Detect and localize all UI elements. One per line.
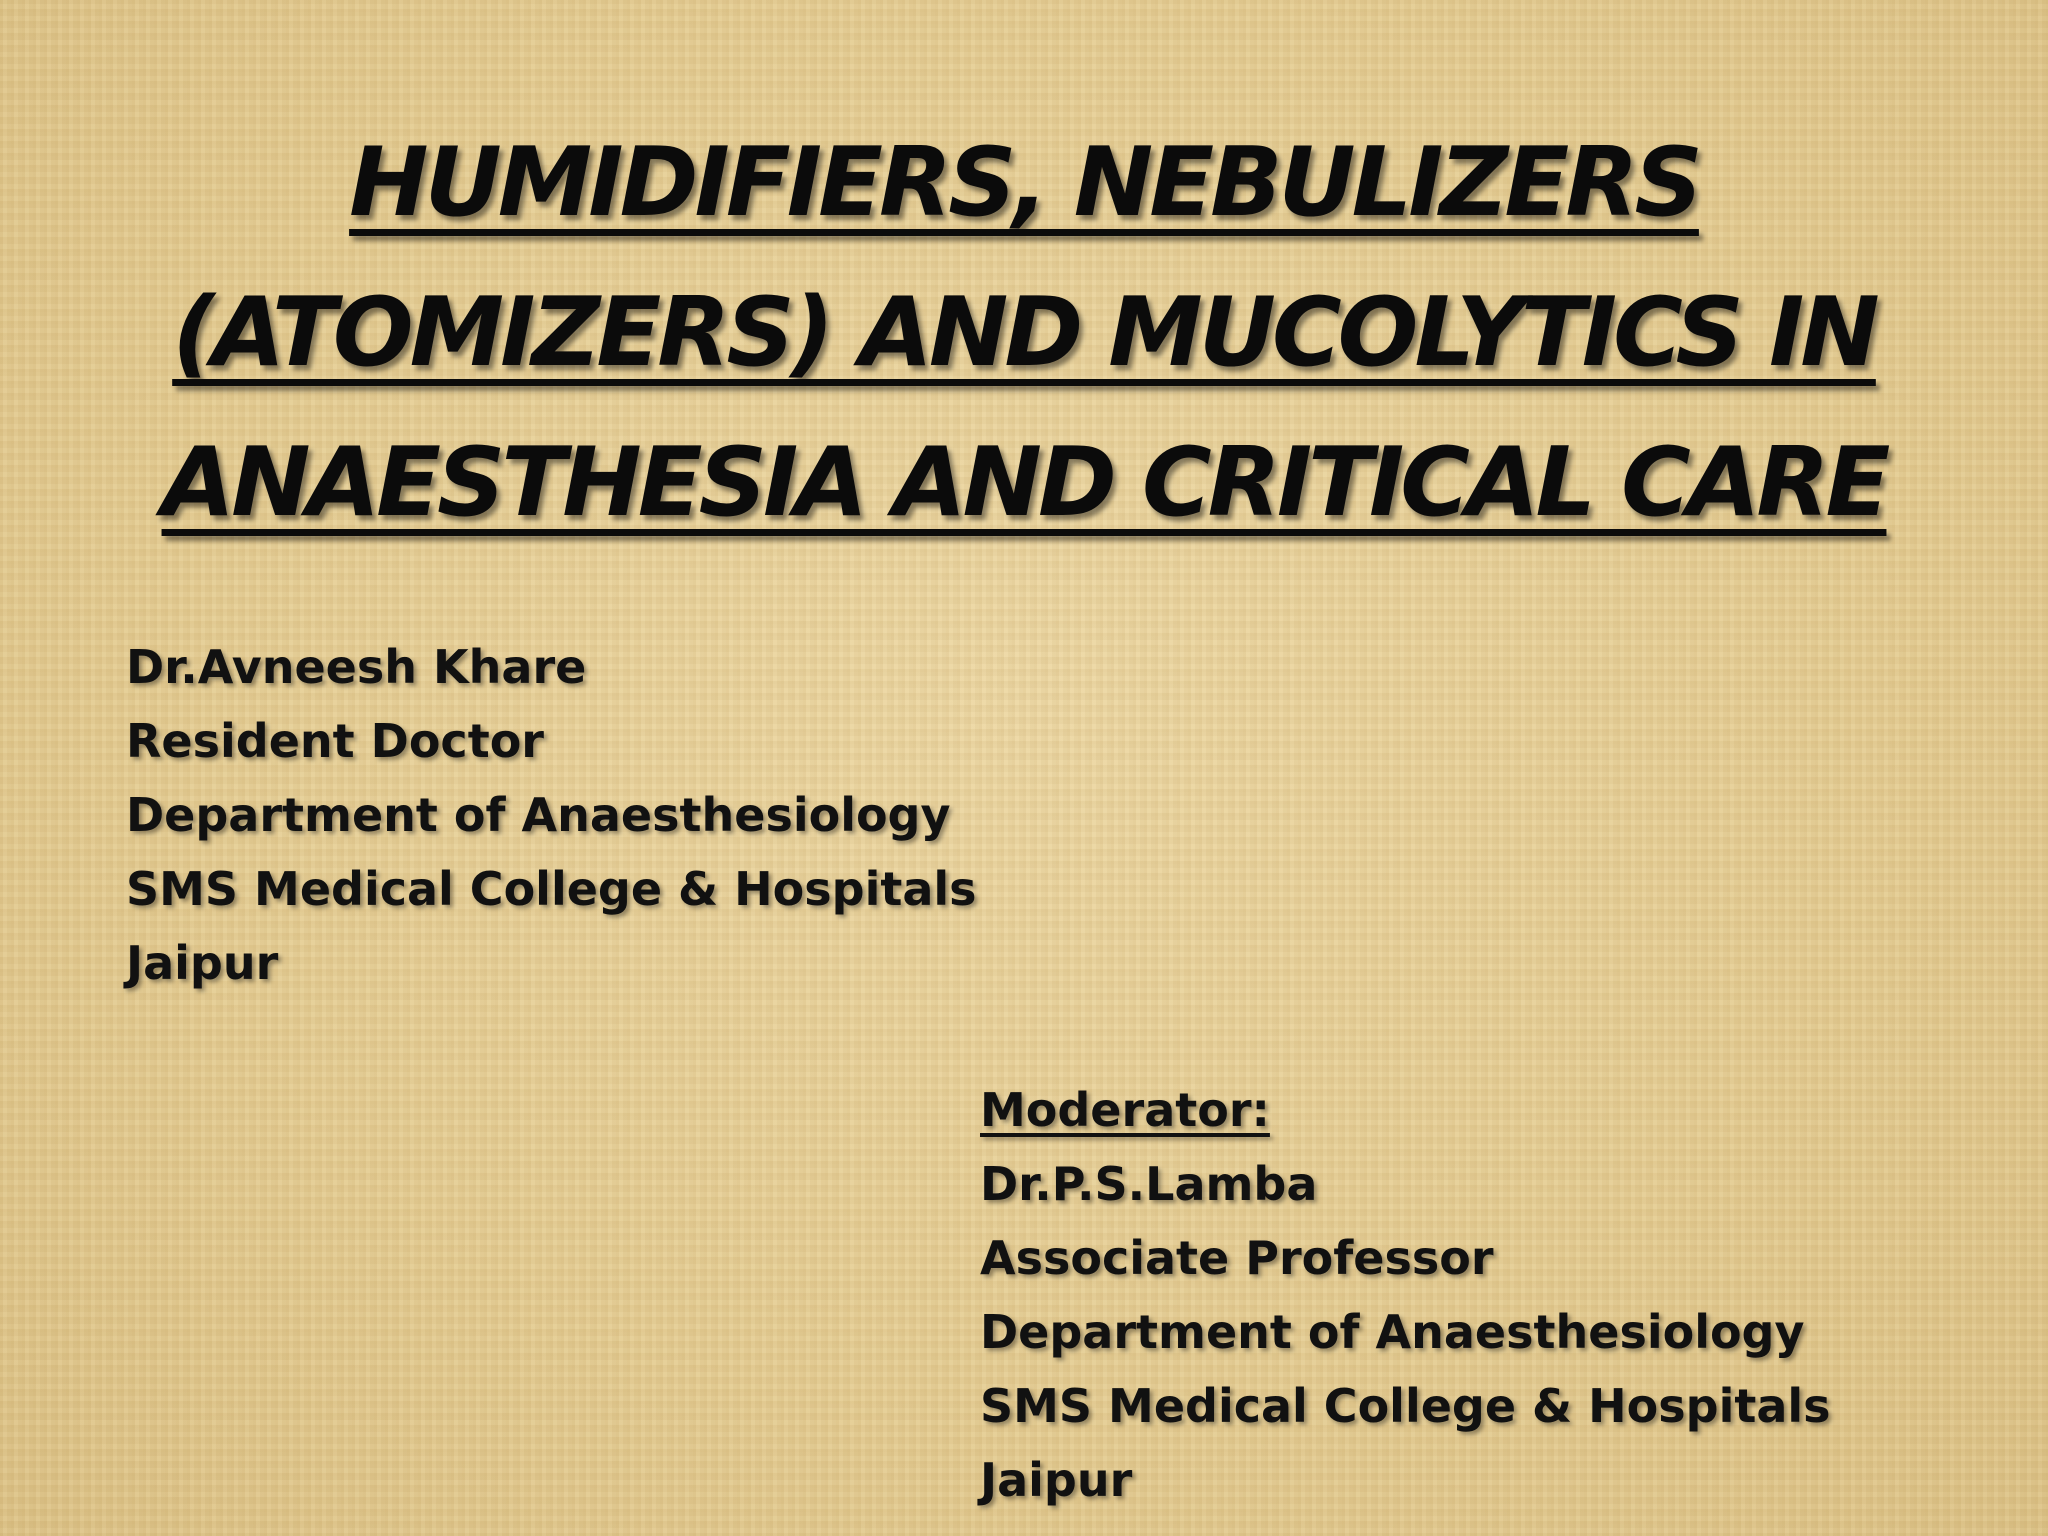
moderator-heading: Moderator:	[980, 1083, 1270, 1137]
presenter-block	[126, 630, 977, 1000]
presenter-department: Department of Anaesthesiology	[126, 788, 951, 842]
slide-title	[60, 108, 1988, 558]
title-line-3: ANAESTHESIA AND CRITICAL CARE	[161, 428, 1887, 538]
moderator-block	[980, 1073, 1831, 1517]
moderator-institution: SMS Medical College & Hospitals	[980, 1379, 1831, 1433]
moderator-city: Jaipur	[980, 1453, 1133, 1507]
moderator-role: Associate Professor	[980, 1231, 1494, 1285]
moderator-department: Department of Anaesthesiology	[980, 1305, 1805, 1359]
presenter-city: Jaipur	[126, 936, 279, 990]
presenter-institution: SMS Medical College & Hospitals	[126, 862, 977, 916]
moderator-name: Dr.P.S.Lamba	[980, 1157, 1318, 1211]
title-line-1: HUMIDIFIERS, NEBULIZERS	[349, 128, 1699, 238]
presenter-role: Resident Doctor	[126, 714, 544, 768]
title-line-2: (ATOMIZERS) AND MUCOLYTICS IN	[172, 278, 1876, 388]
presenter-name: Dr.Avneesh Khare	[126, 640, 587, 694]
